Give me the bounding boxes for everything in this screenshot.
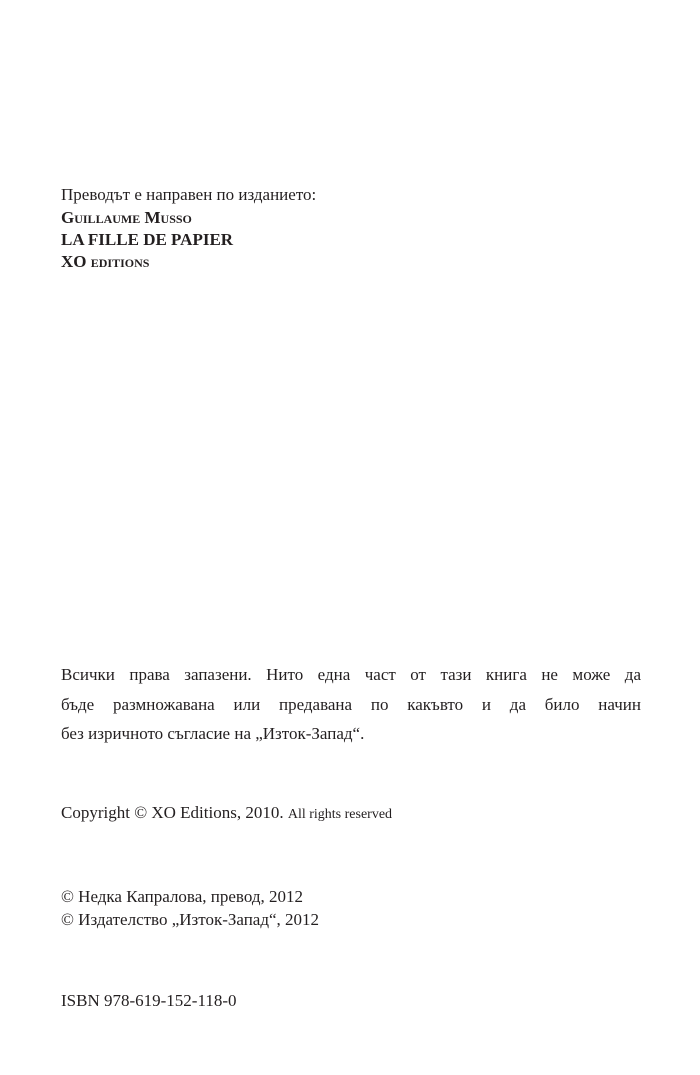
rights-line-3: без изричното съгласие на „Изток-Запад“.: [61, 724, 365, 743]
original-author: Guillaume Musso: [61, 208, 192, 227]
translation-note: Преводът е направен по изданието:: [61, 185, 317, 204]
original-publisher: [61, 251, 233, 273]
translator-credit: © Недка Капралова, превод, 2012: [61, 887, 303, 906]
credits: [61, 885, 319, 931]
original-edition-info: [61, 207, 233, 273]
publisher-suffix: editions: [90, 252, 150, 271]
publisher-prefix: XO: [61, 252, 87, 271]
rights-line-2: бъде размножавана или предавана по какъвто и да било начин: [61, 694, 641, 714]
copyright-main: Copyright © XO Editions, 2010.: [61, 803, 284, 822]
rights-notice: [61, 660, 641, 749]
copyright-suffix: All rights reserved: [287, 807, 393, 822]
original-title: LA FILLE DE PAPIER: [61, 230, 234, 249]
publisher-credit: © Издателство „Изток-Запад“, 2012: [61, 910, 320, 929]
isbn: ISBN 978-619-152-118-0: [61, 991, 237, 1010]
copyright-line: [61, 801, 392, 827]
rights-line-1: Всички права запазени. Нито една част от тази книга не може да: [61, 665, 641, 684]
